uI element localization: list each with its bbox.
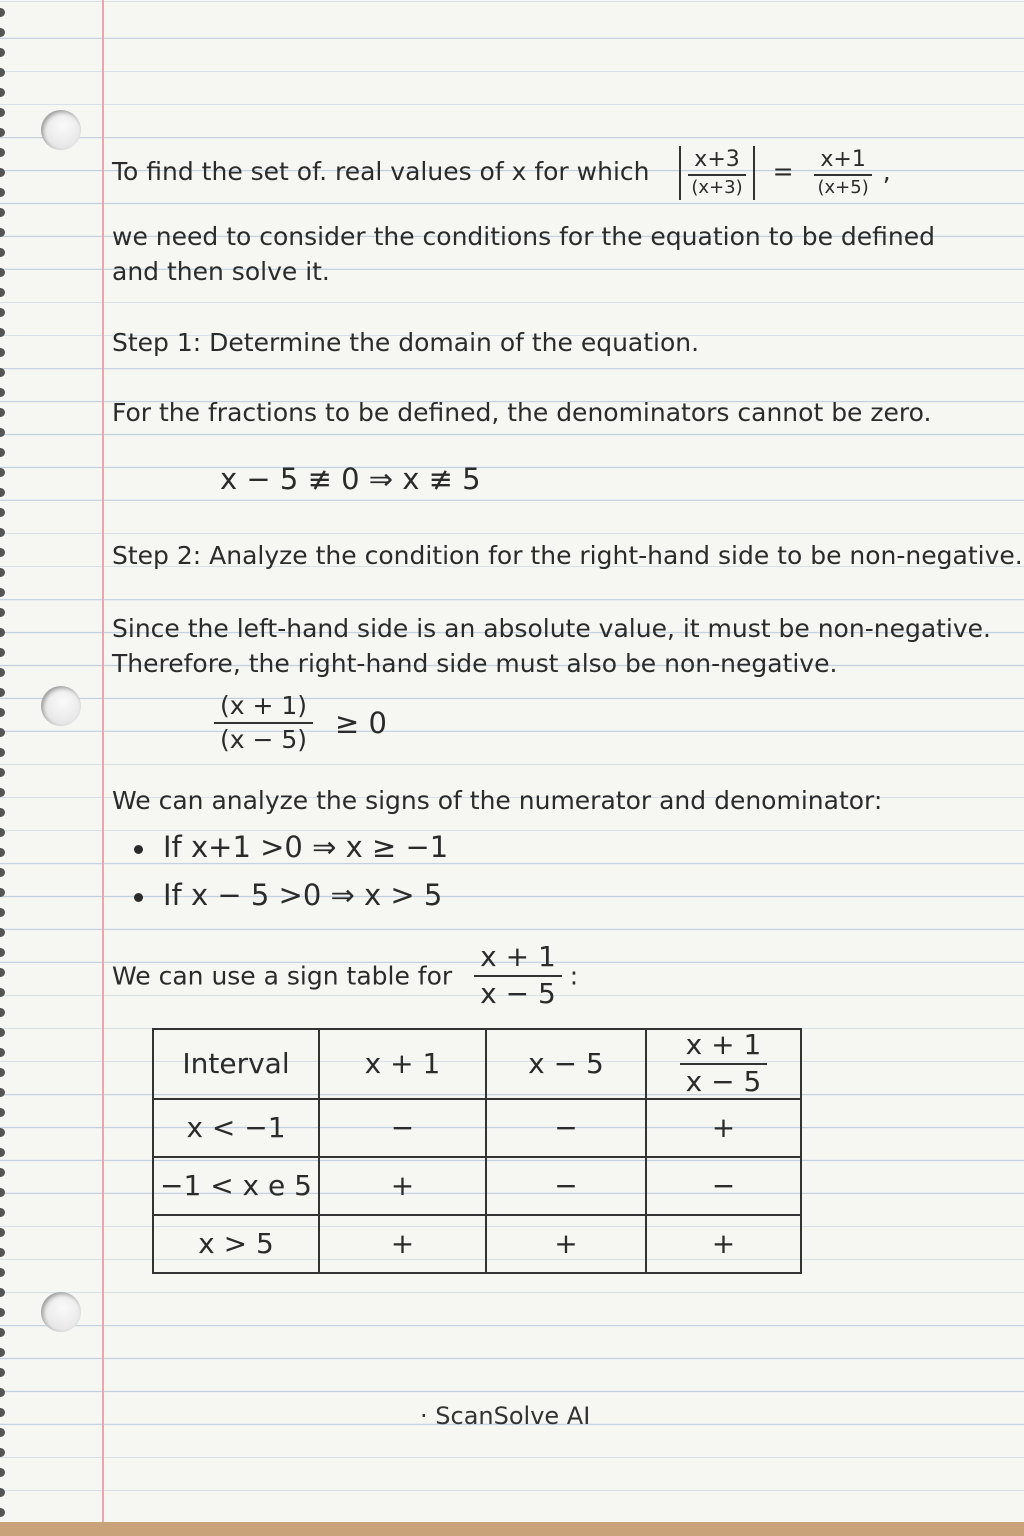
table-header-cell: Interval [153, 1029, 319, 1099]
edge-notch [0, 1328, 5, 1337]
edge-notch [0, 748, 5, 757]
margin-line [102, 0, 104, 1522]
table-header-row [153, 1029, 801, 1099]
edge-notch [0, 1108, 5, 1117]
intro-line-2: we need to consider the conditions for the equation to be defined [112, 222, 935, 251]
edge-notch [0, 228, 5, 237]
edge-notch [0, 648, 5, 657]
table-cell: x > 5 [153, 1215, 319, 1273]
edge-notch [0, 248, 5, 257]
edge-notch [0, 508, 5, 517]
watermark-footer: · ScanSolve AI [420, 1402, 591, 1430]
edge-notch [0, 688, 5, 697]
edge-notch [0, 768, 5, 777]
table-cell: + [486, 1215, 646, 1273]
table-row [153, 1157, 801, 1215]
edge-notch [0, 68, 5, 77]
sign-table [152, 1028, 802, 1274]
edge-notch [0, 28, 5, 37]
step1-heading: Step 1: Determine the domain of the equation. [112, 328, 700, 357]
edge-notch [0, 328, 5, 337]
table-header-cell: x − 5 [486, 1029, 646, 1099]
edge-notch [0, 48, 5, 57]
intro-line-3: and then solve it. [112, 257, 330, 286]
edge-notch [0, 388, 5, 397]
edge-notch [0, 168, 5, 177]
edge-notch [0, 368, 5, 377]
table-intro-fraction [474, 942, 562, 1010]
edge-notch [0, 1488, 5, 1497]
edge-notch [0, 448, 5, 457]
edge-notch [0, 1508, 5, 1517]
edge-notch [0, 1168, 5, 1177]
edge-notch [0, 628, 5, 637]
rhs-fraction [812, 148, 875, 198]
header-fraction-denominator: x − 5 [685, 1064, 762, 1098]
edge-notch [0, 548, 5, 557]
edge-notch [0, 148, 5, 157]
edge-notch [0, 1368, 5, 1377]
edge-notch [0, 1268, 5, 1277]
bullet-item [134, 830, 448, 864]
table-intro-colon: : [569, 961, 579, 991]
edge-notch [0, 608, 5, 617]
edge-notch [0, 488, 5, 497]
edge-notch [0, 968, 5, 977]
punch-hole [41, 1292, 81, 1332]
edge-notch [0, 428, 5, 437]
edge-notch [0, 1188, 5, 1197]
bullet-text: If x − 5 >0 ⇒ x > 5 [163, 878, 443, 912]
edge-notch [0, 1408, 5, 1417]
edge-notch [0, 1348, 5, 1357]
abs-fraction [685, 148, 748, 198]
edge-notch [0, 848, 5, 857]
edge-notch [0, 1028, 5, 1037]
step2-heading: Step 2: Analyze the condition for the right-hand side to be non-negative. [112, 541, 1023, 570]
edge-notch [0, 948, 5, 957]
edge-notch [0, 808, 5, 817]
inequality-fraction [214, 692, 313, 753]
table-row [153, 1215, 801, 1273]
edge-notch [0, 1308, 5, 1317]
edge-notch [0, 1428, 5, 1437]
equals-sign: = [772, 156, 794, 186]
edge-notch [0, 708, 5, 717]
step1-equation: x − 5 ≢ 0 ⇒ x ≢ 5 [220, 462, 481, 496]
rhs-numerator: x+1 [814, 148, 871, 176]
bullet-text: If x+1 >0 ⇒ x ≥ −1 [163, 830, 449, 864]
edge-notch [0, 1388, 5, 1397]
edge-notch [0, 348, 5, 357]
inequality-relation: ≥ 0 [335, 705, 387, 740]
edge-notch [0, 468, 5, 477]
signs-intro: We can analyze the signs of the numerator and denominator: [112, 786, 883, 815]
step2-line-2: Therefore, the right-hand side must also be non-negative. [112, 649, 838, 678]
edge-notch [0, 1048, 5, 1057]
intro-line-1 [112, 146, 891, 200]
edge-notch [0, 1208, 5, 1217]
punch-hole [41, 686, 81, 726]
edge-notch [0, 408, 5, 417]
table-row [153, 1099, 801, 1157]
edge-notch [0, 868, 5, 877]
edge-notch [0, 1088, 5, 1097]
nonneg-inequality [214, 692, 387, 753]
table-header-cell: x + 1 [319, 1029, 486, 1099]
table-cell: + [319, 1157, 486, 1215]
edge-notch [0, 668, 5, 677]
edge-notch [0, 1068, 5, 1077]
edge-notch [0, 828, 5, 837]
table-header-cell [646, 1029, 801, 1099]
table-cell: + [646, 1099, 801, 1157]
table-cell: + [646, 1215, 801, 1273]
edge-notch [0, 788, 5, 797]
edge-notch [0, 108, 5, 117]
edge-notch [0, 1448, 5, 1457]
edge-notch [0, 1248, 5, 1257]
edge-notch [0, 908, 5, 917]
table-cell: x < −1 [153, 1099, 319, 1157]
absolute-value-expression [679, 146, 754, 200]
table-intro-text: We can use a sign table for [112, 961, 453, 991]
edge-notch [0, 1008, 5, 1017]
bullet-dot [134, 845, 143, 854]
intro-lead: To find the set of. real values of x for which [112, 156, 650, 186]
bullet-dot [134, 893, 143, 902]
trailing-comma: , [882, 156, 891, 186]
table-intro-denominator: x − 5 [480, 976, 556, 1010]
edge-notch [0, 1128, 5, 1137]
edge-notch [0, 988, 5, 997]
table-cell: + [319, 1215, 486, 1273]
header-fraction-numerator: x + 1 [680, 1030, 768, 1065]
table-cell: − [486, 1099, 646, 1157]
punch-hole [41, 110, 81, 150]
table-intro-numerator: x + 1 [474, 942, 562, 977]
rhs-denominator: (x+5) [817, 177, 869, 199]
step2-line-1: Since the left-hand side is an absolute value, it must be non-negative. [112, 614, 992, 643]
edge-notch [0, 8, 5, 17]
edge-notch [0, 888, 5, 897]
edge-notch [0, 268, 5, 277]
edge-notch [0, 188, 5, 197]
bullet-item [134, 878, 442, 912]
edge-notch [0, 1288, 5, 1297]
edge-notch [0, 128, 5, 137]
step1-text: For the fractions to be defined, the denominators cannot be zero. [112, 398, 932, 427]
table-cell: − [486, 1157, 646, 1215]
edge-notch [0, 1148, 5, 1157]
inequality-denominator: (x − 5) [220, 724, 308, 754]
edge-notch [0, 528, 5, 537]
table-intro-line [112, 942, 578, 1010]
edge-notch [0, 588, 5, 597]
edge-notch [0, 568, 5, 577]
edge-notch [0, 1228, 5, 1237]
abs-denominator: (x+3) [691, 177, 743, 199]
table-cell: − [646, 1157, 801, 1215]
edge-notch [0, 1468, 5, 1477]
header-fraction [680, 1030, 768, 1098]
edge-notch [0, 728, 5, 737]
inequality-numerator: (x + 1) [214, 692, 313, 724]
edge-notch [0, 88, 5, 97]
abs-numerator: x+3 [688, 148, 745, 176]
edge-notch [0, 288, 5, 297]
table-cell: −1 < x e 5 [153, 1157, 319, 1215]
edge-notch [0, 308, 5, 317]
table-cell: − [319, 1099, 486, 1157]
edge-notch [0, 928, 5, 937]
edge-notch [0, 208, 5, 217]
